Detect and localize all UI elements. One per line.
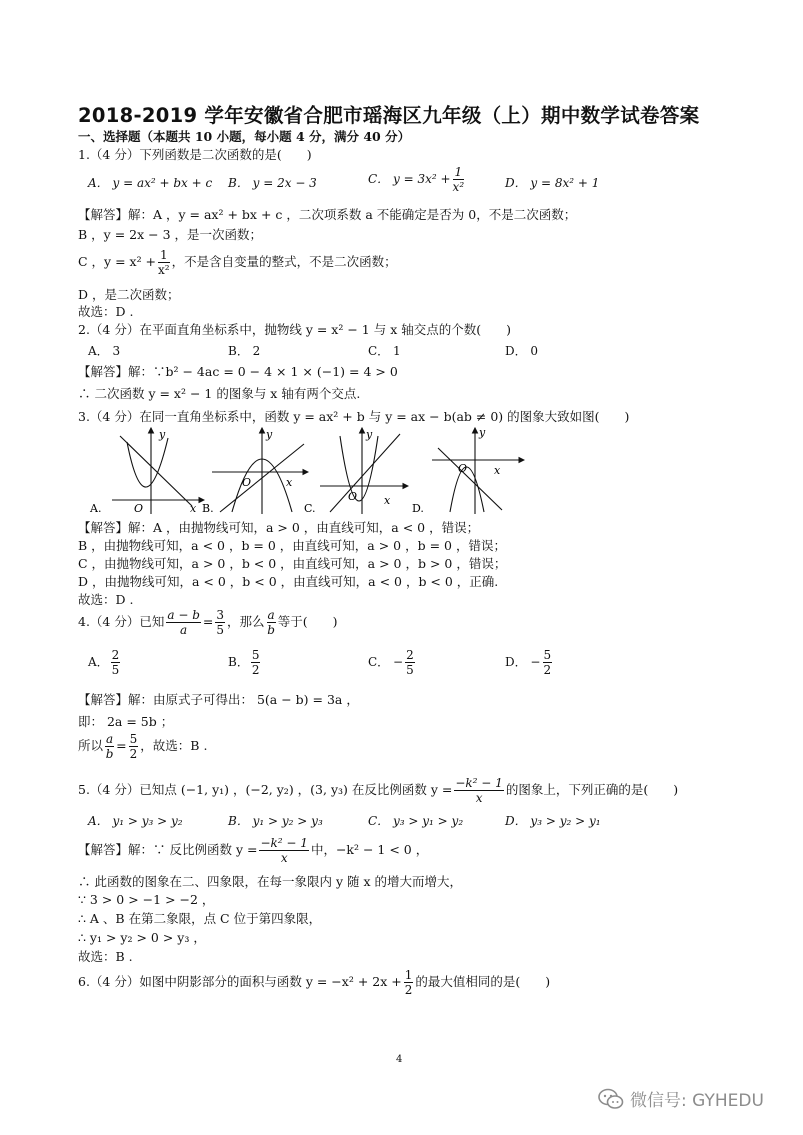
wechat-icon	[598, 1088, 624, 1110]
page-number: 4	[396, 1054, 403, 1065]
q3-answer-line3: C ，由抛物线可知，a > 0 ，b < 0 ，由直线可知，a > 0 ，b > 0 ，错误；	[78, 556, 507, 571]
q1-answer-line4: D ，是二次函数；	[78, 287, 180, 302]
q2-stem: 2.（4 分）在平面直角坐标系中，抛物线 y = x² − 1 与 x 轴交点的个数( )	[78, 322, 511, 337]
q3-label-a: A.	[90, 502, 102, 515]
q2-option-a: A． 3	[88, 344, 121, 358]
q3-answer-line1: 【解答】解：A ，由抛物线可知，a > 0 ，由直线可知，a < 0 ，错误；	[78, 520, 480, 535]
q3-b-axis-y: y	[266, 428, 273, 441]
q2-option-d: D． 0	[505, 344, 539, 358]
q3-d-axis-x: x	[494, 464, 501, 477]
q3-a-axis-y: y	[159, 428, 166, 441]
q3-label-d: D.	[412, 502, 424, 515]
q3-graph-b	[212, 428, 308, 514]
q3-stem: 3.（4 分）在同一直角坐标系中，函数 y = ax² + b 与 y = ax − b(ab ≠ 0) 的图象大致如图( )	[78, 409, 630, 424]
q3-label-b: B.	[202, 502, 214, 515]
q2-option-b: B． 2	[228, 344, 261, 358]
q5-option-b: B． y₁ > y₂ > y₃	[228, 814, 323, 828]
q3-d-origin: O	[458, 462, 468, 475]
q1-option-b: B． y = 2x − 3	[228, 176, 317, 190]
q5-option-d: D． y₃ > y₂ > y₁	[505, 814, 601, 828]
q4-option-b: B． $\frac{5}{2}$	[228, 648, 260, 677]
watermark	[598, 1086, 764, 1111]
q3-c-axis-y: y	[366, 428, 373, 441]
q5-answer-line4: ∴ A 、B 在第二象限，点 C 位于第四象限，	[78, 911, 322, 926]
q2-answer-line1: 【解答】解：∵b² − 4ac = 0 − 4 × 1 × (−1) = 4 > 0	[78, 364, 398, 379]
q4-answer-line1: 【解答】解：由原式子可得出： 5(a − b) = 3a ，	[78, 692, 359, 707]
q3-answer-line2: B ，由抛物线可知，a < 0 ，b = 0 ，由直线可知，a > 0 ，b = 0 ，错误；	[78, 538, 506, 553]
q1-answer-line1: 【解答】解：A ，y = ax² + bx + c ，二次项系数 a 不能确定是否为 0，不是二次函数；	[78, 207, 577, 222]
q4-option-c: C． − $\frac{2}{5}$	[368, 648, 414, 677]
q2-option-c: C． 1	[368, 344, 401, 358]
q3-c-axis-x: x	[384, 494, 391, 507]
q1-option-a: A． y = ax² + bx + c	[88, 176, 213, 190]
q1-option-c: C． y = 3x² + $\frac{1}{\text{x²}}$	[368, 165, 465, 194]
q1-answer-line3: C ，y = x² + $\frac{1}{\text{x²}}$ ，不是含自变量的整式，不是二次函数；	[78, 248, 397, 277]
page-title: 2018-2019 学年安徽省合肥市瑶海区九年级（上）期中数学试卷答案	[78, 104, 700, 127]
q3-d-axis-y: y	[479, 426, 486, 439]
q2-answer-line2: ∴ 二次函数 y = x² − 1 的图象与 x 轴有两个交点.	[78, 386, 361, 401]
q5-answer-line3: ∵ 3 > 0 > −1 > −2 ，	[78, 892, 215, 907]
q3-answer-line4: D ，由抛物线可知，a < 0 ，b < 0 ，由直线可知，a < 0 ，b < 0 ，正确.	[78, 574, 499, 589]
q3-a-origin: O	[134, 502, 144, 515]
q3-graph-d	[432, 428, 524, 514]
q3-graph-c	[320, 428, 408, 514]
q1-option-d: D． y = 8x² + 1	[505, 176, 600, 190]
q3-b-origin: O	[242, 476, 252, 489]
q5-answer-line2: ∴ 此函数的图象在二、四象限，在每一象限内 y 随 x 的增大而增大，	[78, 874, 462, 889]
q5-option-c: C． y₃ > y₁ > y₂	[368, 814, 464, 828]
q4-stem: 4.（4 分）已知 $\frac{a - b}{a}$ = $\frac{3}{5}$ ，那么 $\frac{a}{b}$ 等于( )	[78, 608, 338, 637]
q4-answer-line2: 即： 2a = 5b ；	[78, 714, 174, 729]
q5-answer-line6: 故选：B .	[78, 949, 133, 964]
q5-answer-line5: ∴ y₁ > y₂ > 0 > y₃ ，	[78, 930, 206, 945]
q1-answer-line2: B ，y = 2x − 3 ，是一次函数；	[78, 227, 262, 242]
watermark-text: 微信号: GYHEDU	[630, 1091, 764, 1111]
q3-a-axis-x: x	[190, 502, 197, 515]
q1-stem: 1.（4 分）下列函数是二次函数的是( )	[78, 147, 312, 162]
q5-answer-line1: 【解答】解：∵ 反比例函数 y = $\frac{\text{−k² − 1}}{x}$ 中，−k² − 1 < 0 ，	[78, 836, 429, 865]
q5-stem: 5.（4 分）已知点 (−1, y₁) ，(−2, y₂) ，(3, y₃) 在反比例函数 y = $\frac{\text{−k² − 1}}{x}$ 的图象上，下列正确的是( )	[78, 776, 679, 805]
q3-c-origin: O	[348, 490, 358, 503]
q3-graphs	[82, 424, 532, 516]
q4-option-d: D． − $\frac{5}{2}$	[505, 648, 552, 677]
q3-label-c: C.	[304, 502, 316, 515]
q1-answer-line5: 故选：D .	[78, 304, 134, 319]
q4-answer-line3: 所以 $\frac{a}{b}$ = $\frac{5}{2}$ ，故选：B .	[78, 732, 208, 761]
q4-option-a: A． $\frac{2}{5}$	[88, 648, 120, 677]
q3-b-axis-x: x	[286, 476, 293, 489]
q6-stem: 6.（4 分）如图中阴影部分的面积与函数 y = −x² + 2x + $\frac{1}{2}$ 的最大值相同的是( )	[78, 968, 551, 997]
section-heading: 一、选择题（本题共 10 小题，每小题 4 分，满分 40 分）	[78, 129, 411, 144]
q5-option-a: A． y₁ > y₃ > y₂	[88, 814, 183, 828]
q3-answer-line5: 故选：D .	[78, 592, 134, 607]
